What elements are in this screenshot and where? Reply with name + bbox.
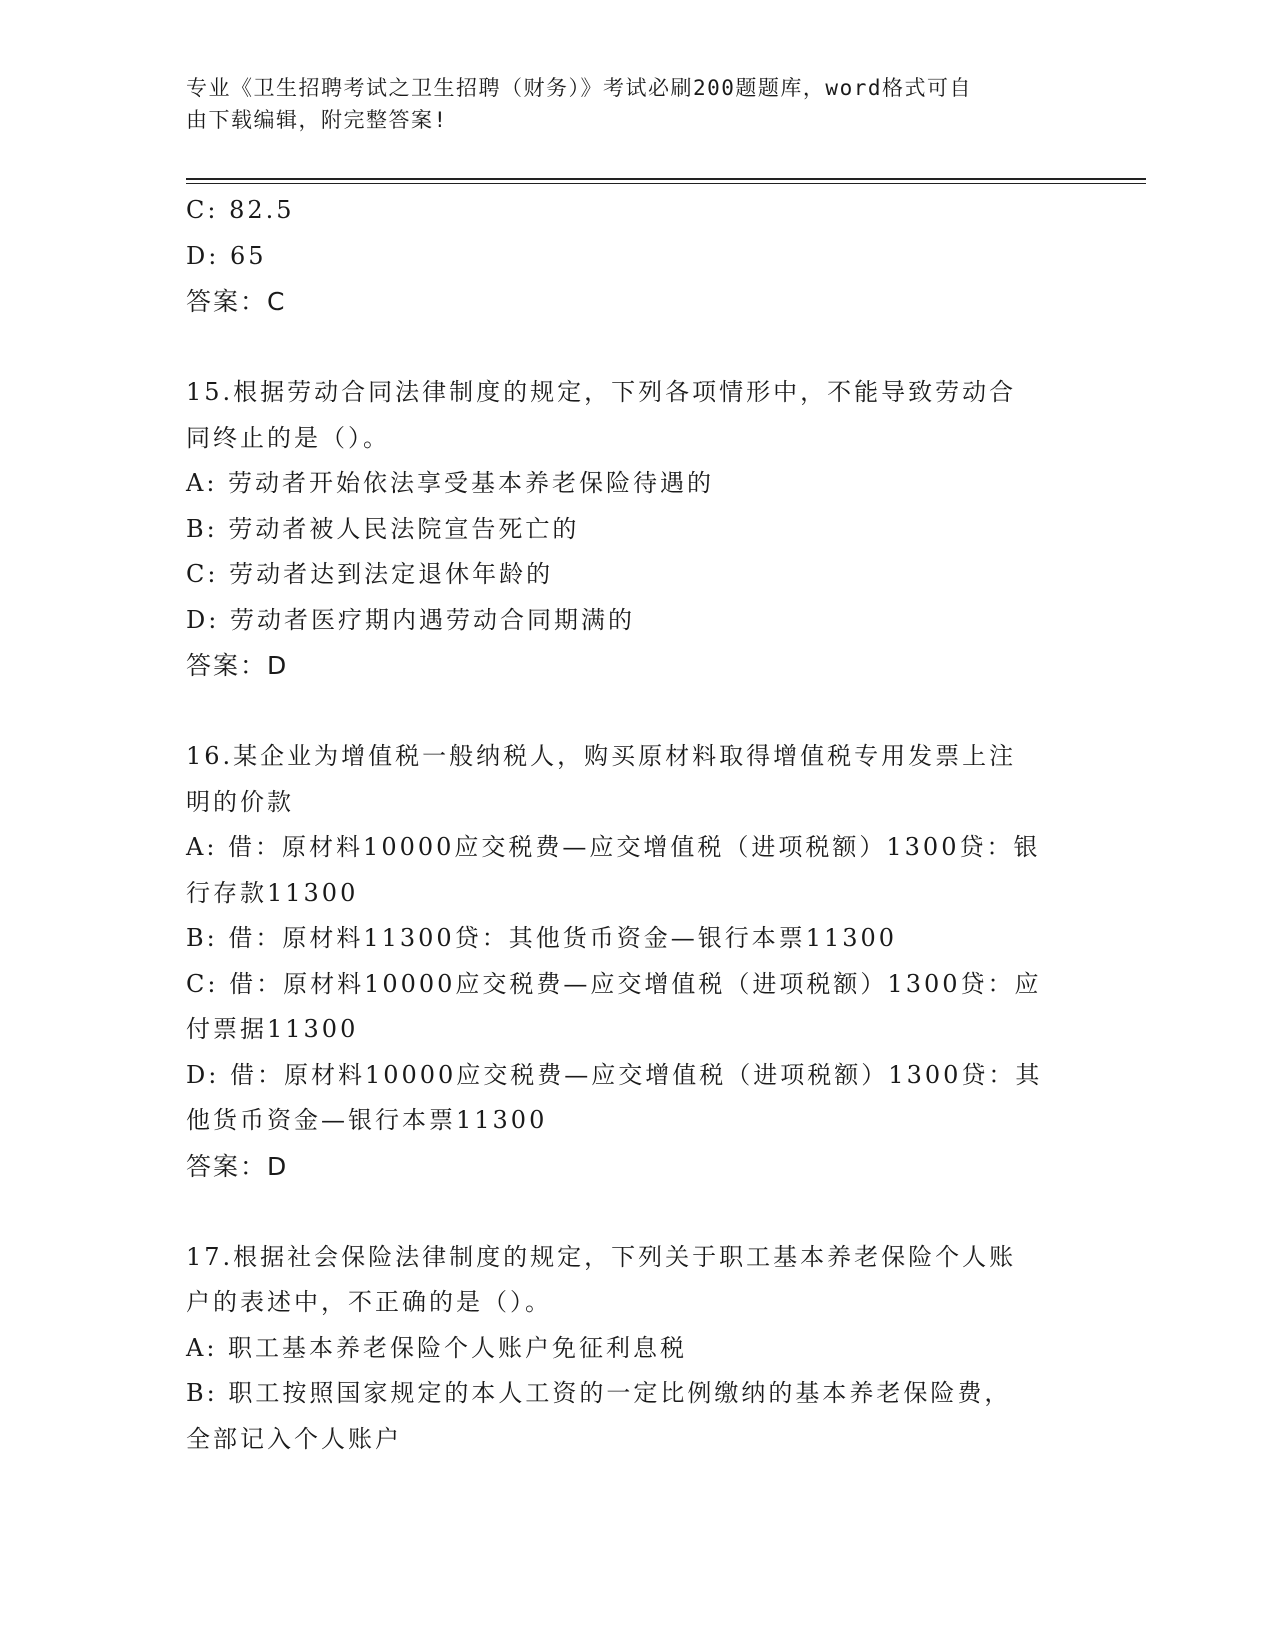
question-stem: 户的表述中，不正确的是（）。 [186,1288,552,1316]
option-b: B: 借：原材料11300贷：其他货币资金—银行本票11300 [186,924,898,952]
page-header [186,72,1066,136]
option-c: C: 劳动者达到法定退休年龄的 [186,560,554,588]
header-line: 由下载编辑，附完整答案! [186,108,448,132]
question-stem: 15.根据劳动合同法律制度的规定，下列各项情形中，不能导致劳动合 [186,378,1017,406]
answer-line: 答案：C [186,287,287,316]
answer-line: 答案：D [186,651,289,680]
option-d: D: 借：原材料10000应交税费—应交增值税（进项税额）1300贷：其 [186,1060,1043,1089]
header-line: 专业《卫生招聘考试之卫生招聘（财务）》考试必刷200题题库，word格式可自 [186,76,972,100]
header-divider [186,178,1146,180]
question-stem: 同终止的是（）。 [186,423,390,452]
question-16 [186,734,1086,1189]
question-stem: 明的价款 [186,787,294,816]
option-b: B: 职工按照国家规定的本人工资的一定比例缴纳的基本养老保险费， [186,1379,1012,1407]
header-divider [186,183,1146,184]
option-a: A: 借：原材料10000应交税费—应交增值税（进项税额）1300贷：银 [186,833,1041,861]
option-d-cont: 他货币资金—银行本票11300 [186,1106,548,1134]
option-c-cont: 付票据11300 [186,1015,359,1043]
option-d: D: 65 [186,241,267,270]
option-a: A: 职工基本养老保险个人账户免征利息税 [186,1333,688,1362]
question-stem: 17.根据社会保险法律制度的规定，下列关于职工基本养老保险个人账 [186,1242,1017,1271]
option-a: A: 劳动者开始依法享受基本养老保险待遇的 [186,469,715,497]
question-content [186,188,1086,1462]
option-b-cont: 全部记入个人账户 [186,1424,402,1453]
question-stem: 16.某企业为增值税一般纳税人，购买原材料取得增值税专用发票上注 [186,742,1017,770]
question-15 [186,370,1086,689]
answer-line: 答案：D [186,1151,289,1181]
option-c: C: 82.5 [186,196,295,224]
option-c: C: 借：原材料10000应交税费—应交增值税（进项税额）1300贷：应 [186,969,1042,998]
option-a-cont: 行存款11300 [186,878,359,907]
question-17 [186,1235,1086,1463]
option-b: B: 劳动者被人民法院宣告死亡的 [186,514,580,543]
option-d: D: 劳动者医疗期内遇劳动合同期满的 [186,605,635,634]
